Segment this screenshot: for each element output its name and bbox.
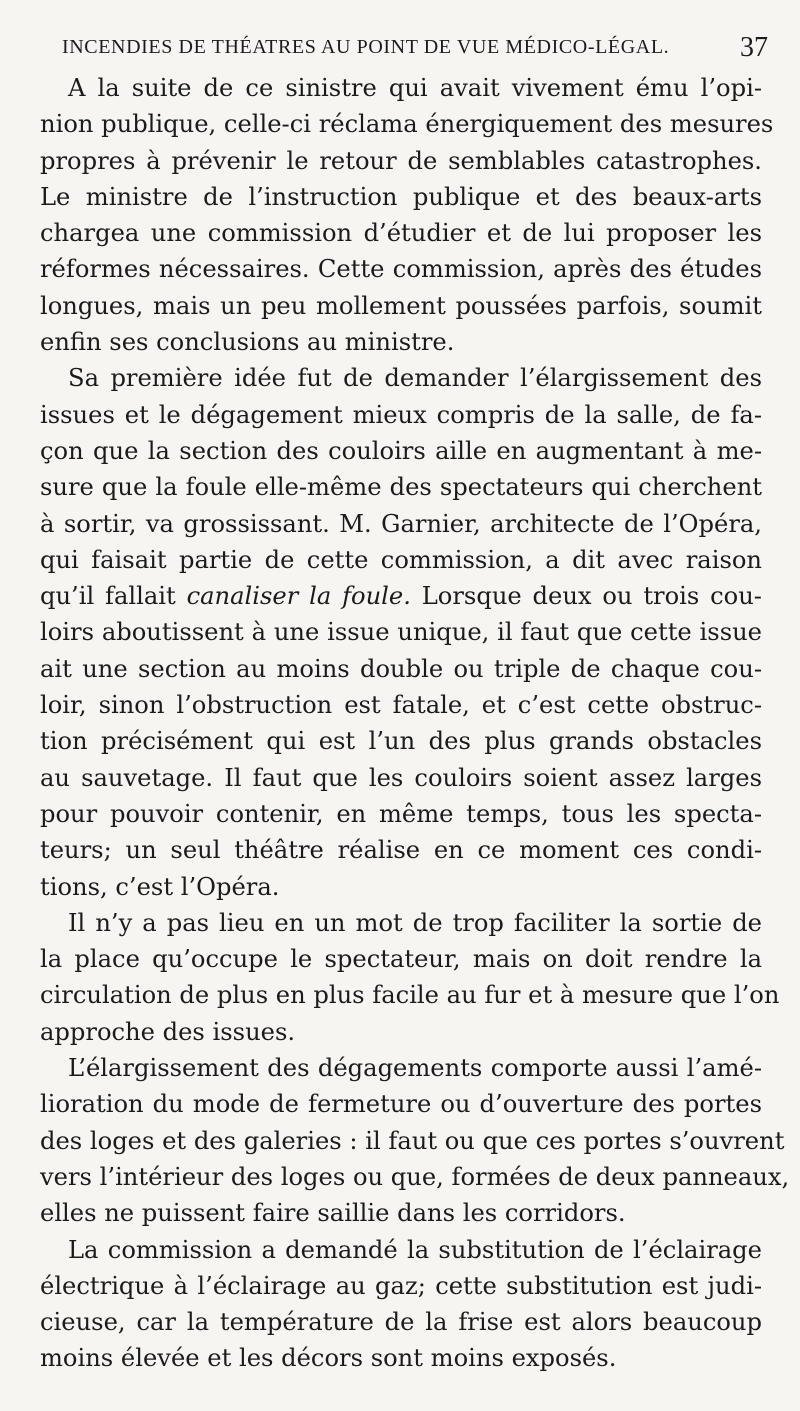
- text-line-with-italic: [40, 578, 762, 614]
- text-line: réformes nécessaires. Cette commission, après des études: [40, 255, 762, 284]
- text-line: chargea une commission d’étudier et de lui proposer les: [40, 219, 762, 248]
- text-line: moins élevée et les décors sont moins exposés.: [40, 1344, 617, 1373]
- text-line: la place qu’occupe le spectateur, mais on doit rendre la: [40, 945, 762, 974]
- paragraph-4: [40, 1050, 790, 1231]
- text-line: enfin ses conclusions au ministre.: [40, 328, 455, 357]
- text-line: L’élargissement des dégagements comporte aussi l’amé-: [68, 1054, 762, 1083]
- text-line: Sa première idée fut de demander l’élargissement des: [68, 364, 762, 393]
- text-line: cieuse, car la température de la frise est alors beaucoup: [40, 1308, 762, 1337]
- text-line: issues et le dégagement mieux compris de la salle, de fa-: [40, 400, 762, 429]
- text-line: ait une section au moins double ou triple de chaque cou-: [40, 654, 762, 683]
- text-line: approche des issues.: [40, 1017, 296, 1046]
- text-line: lioration du mode de fermeture ou d’ouverture des portes: [40, 1090, 762, 1119]
- text-line: loirs aboutissent à une issue unique, il faut que cette issue: [40, 618, 762, 647]
- text-line: à sortir, va grossissant. M. Garnier, architecte de l’Opéra,: [40, 509, 762, 538]
- text-line: A la suite de ce sinistre qui avait vivement ému l’opi-: [68, 74, 762, 102]
- running-title: INCENDIES DE THÉATRES AU POINT DE VUE MÉDICO-LÉGAL.: [62, 36, 670, 58]
- text-line: des loges et des galeries : il faut ou que ces portes s’ouvrent: [40, 1126, 785, 1155]
- text-line: Il n’y a pas lieu en un mot de trop faciliter la sortie de: [68, 908, 762, 937]
- text-line: tion précisément qui est l’un des plus grands obstacles: [40, 727, 762, 756]
- text-line: La commission a demandé la substitution de l’éclairage: [68, 1235, 762, 1264]
- text-line: Le ministre de l’instruction publique et des beaux-arts: [40, 182, 762, 211]
- text-segment: Lorsque deux ou trois cou-: [410, 582, 762, 611]
- paragraph-2: [40, 360, 762, 904]
- text-line: électrique à l’éclairage au gaz; cette substitution est judi-: [40, 1271, 762, 1300]
- text-segment: qu’il fallait: [40, 582, 187, 611]
- paragraph-3: [40, 905, 780, 1050]
- text-line: çon que la section des couloirs aille en augmentant à me-: [40, 436, 762, 465]
- text-line: au sauvetage. Il faut que les couloirs soient assez larges: [40, 763, 762, 792]
- text-line: sure que la foule elle-même des spectateurs qui cherchent: [40, 473, 762, 502]
- text-line: vers l’intérieur des loges ou que, formées de deux panneaux,: [40, 1162, 790, 1191]
- text-line: qui faisait partie de cette commission, a dit avec raison: [40, 545, 762, 574]
- text-line: loir, sinon l’obstruction est fatale, et c’est cette obstruc-: [40, 691, 762, 720]
- text-line: tions, c’est l’Opéra.: [40, 872, 280, 901]
- paragraph-1: [40, 70, 774, 360]
- text-line: pour pouvoir contenir, en même temps, tous les specta-: [40, 799, 762, 828]
- running-head: [62, 32, 768, 66]
- text-line: nion publique, celle-ci réclama énergiquement des mesures: [40, 110, 774, 139]
- text-line: elles ne puissent faire saillie dans les corridors.: [40, 1199, 626, 1228]
- body-text: [40, 70, 790, 1377]
- text-line: teurs; un seul théâtre réalise en ce moment ces condi-: [40, 836, 762, 865]
- text-line: circulation de plus en plus facile au fur et à mesure que l’on: [40, 981, 780, 1010]
- page-number: 37: [740, 32, 768, 63]
- text-line: propres à prévenir le retour de semblables catastrophes.: [40, 146, 762, 175]
- text-line: longues, mais un peu mollement poussées parfois, soumit: [40, 291, 762, 320]
- paragraph-5: [40, 1232, 762, 1377]
- italic-phrase: canaliser la foule.: [186, 582, 411, 611]
